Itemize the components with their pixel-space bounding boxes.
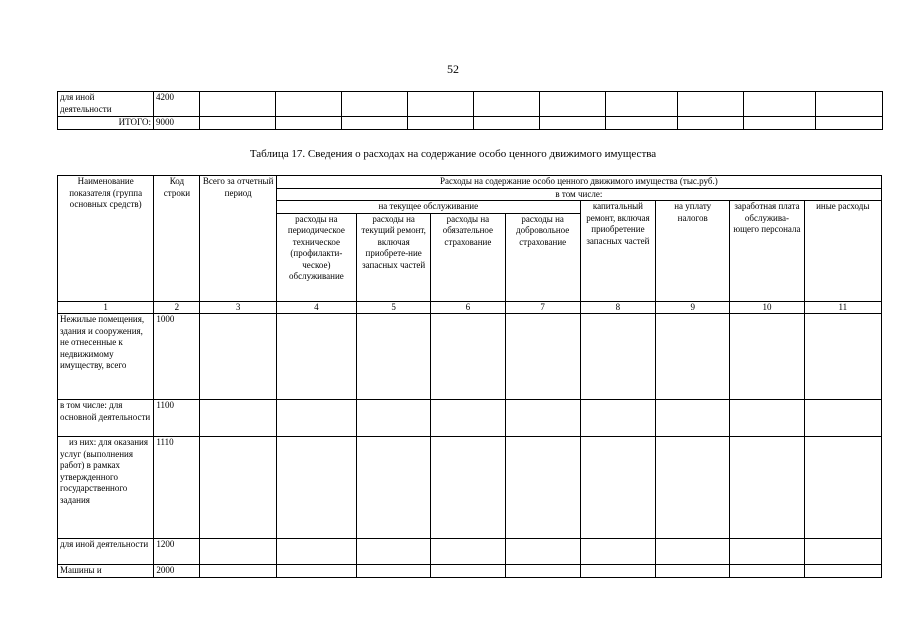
previous-table-tail bbox=[57, 91, 883, 130]
cell bbox=[431, 565, 505, 578]
cell bbox=[276, 92, 342, 117]
cell bbox=[656, 400, 730, 437]
header-name: Наименование показателя (группа основных средств) bbox=[58, 176, 154, 302]
header-expenses: Расходы на содержание особо ценного движимого имущества (тыс.руб.) bbox=[276, 176, 881, 189]
cell bbox=[678, 117, 744, 130]
cell bbox=[357, 437, 431, 539]
cell bbox=[474, 117, 540, 130]
page-number: 52 bbox=[447, 62, 459, 76]
cell bbox=[804, 314, 881, 400]
cell bbox=[200, 539, 276, 565]
cell bbox=[276, 437, 356, 539]
cell bbox=[816, 92, 883, 117]
col-number: 9 bbox=[656, 301, 730, 314]
table-row bbox=[58, 314, 882, 400]
header-row-1 bbox=[58, 176, 882, 189]
cell bbox=[730, 437, 804, 539]
cell bbox=[730, 565, 804, 578]
row-code: 4200 bbox=[154, 92, 200, 117]
col-number: 8 bbox=[580, 301, 655, 314]
row-label: из них: для оказания услуг (выполнения работ) в рамках утвержденного государственного задания bbox=[58, 437, 154, 539]
cell bbox=[580, 400, 655, 437]
cell bbox=[744, 92, 816, 117]
header-current: на текущее обслуживание bbox=[276, 201, 580, 214]
cell bbox=[505, 565, 580, 578]
col-number: 7 bbox=[505, 301, 580, 314]
header-col-5: расходы на текущий ремонт, включая приобрете-ние запасных частей bbox=[357, 213, 431, 301]
cell bbox=[200, 400, 276, 437]
col-number: 4 bbox=[276, 301, 356, 314]
header-col-6: расходы на обязательное страхование bbox=[431, 213, 505, 301]
header-col-11: иные расходы bbox=[804, 201, 881, 302]
col-number: 2 bbox=[154, 301, 200, 314]
row-label: в том числе: для основной деятельности bbox=[58, 400, 154, 437]
table-row bbox=[58, 437, 882, 539]
row-code: 2000 bbox=[154, 565, 200, 578]
col-number: 6 bbox=[431, 301, 505, 314]
cell bbox=[357, 565, 431, 578]
column-number-row bbox=[58, 301, 882, 314]
col-number: 5 bbox=[357, 301, 431, 314]
header-col-9: на уплату налогов bbox=[656, 201, 730, 302]
cell bbox=[730, 400, 804, 437]
cell bbox=[276, 539, 356, 565]
cell bbox=[505, 539, 580, 565]
cell bbox=[505, 437, 580, 539]
cell bbox=[606, 117, 678, 130]
row-label: для иной деятельности bbox=[58, 92, 154, 117]
row-label: ИТОГО: bbox=[58, 117, 154, 130]
table-row bbox=[58, 400, 882, 437]
cell bbox=[408, 117, 474, 130]
cell bbox=[408, 92, 474, 117]
cell bbox=[342, 92, 408, 117]
cell bbox=[804, 539, 881, 565]
cell bbox=[580, 539, 655, 565]
cell bbox=[276, 565, 356, 578]
row-code: 1110 bbox=[154, 437, 200, 539]
cell bbox=[540, 92, 606, 117]
cell bbox=[580, 314, 655, 400]
cell bbox=[606, 92, 678, 117]
cell bbox=[580, 565, 655, 578]
header-col-7: расходы на добровольное страхование bbox=[505, 213, 580, 301]
table-row bbox=[58, 117, 883, 130]
table-row bbox=[58, 565, 882, 578]
cell bbox=[580, 437, 655, 539]
table-row bbox=[58, 539, 882, 565]
cell bbox=[431, 539, 505, 565]
cell bbox=[357, 400, 431, 437]
cell bbox=[431, 400, 505, 437]
cell bbox=[200, 92, 276, 117]
col-number: 10 bbox=[730, 301, 804, 314]
cell bbox=[656, 314, 730, 400]
cell bbox=[200, 565, 276, 578]
header-code: Код строки bbox=[154, 176, 200, 302]
cell bbox=[730, 314, 804, 400]
cell bbox=[678, 92, 744, 117]
cell bbox=[474, 92, 540, 117]
row-label: Нежилые помещения, здания и сооружения, не отнесенные к недвижимому имуществу, всего bbox=[58, 314, 154, 400]
header-col-10: заработная плата обслужива-ющего персонала bbox=[730, 201, 804, 302]
cell bbox=[505, 314, 580, 400]
cell bbox=[540, 117, 606, 130]
cell bbox=[357, 314, 431, 400]
cell bbox=[200, 437, 276, 539]
cell bbox=[357, 539, 431, 565]
expenses-table bbox=[57, 175, 882, 578]
cell bbox=[342, 117, 408, 130]
row-code: 9000 bbox=[154, 117, 200, 130]
cell bbox=[276, 400, 356, 437]
row-label: Машины и bbox=[58, 565, 154, 578]
cell bbox=[431, 314, 505, 400]
col-number: 3 bbox=[200, 301, 276, 314]
row-code: 1100 bbox=[154, 400, 200, 437]
row-code: 1000 bbox=[154, 314, 200, 400]
cell bbox=[505, 400, 580, 437]
cell bbox=[804, 437, 881, 539]
cell bbox=[804, 400, 881, 437]
header-col-8: капитальный ремонт, включая приобретение запасных частей bbox=[580, 201, 655, 302]
cell bbox=[816, 117, 883, 130]
cell bbox=[804, 565, 881, 578]
cell bbox=[431, 437, 505, 539]
cell bbox=[200, 117, 276, 130]
cell bbox=[656, 565, 730, 578]
header-col-4: расходы на периодическое техническое (профилакти-ческое) обслуживание bbox=[276, 213, 356, 301]
cell bbox=[656, 437, 730, 539]
table-row bbox=[58, 92, 883, 117]
cell bbox=[744, 117, 816, 130]
row-label: для иной деятельности bbox=[58, 539, 154, 565]
cell bbox=[276, 314, 356, 400]
table-title: Таблица 17. Сведения о расходах на содержание особо ценного движимого имущества bbox=[249, 148, 657, 160]
cell bbox=[276, 117, 342, 130]
cell bbox=[730, 539, 804, 565]
col-number: 1 bbox=[58, 301, 154, 314]
cell bbox=[656, 539, 730, 565]
cell bbox=[200, 314, 276, 400]
row-code: 1200 bbox=[154, 539, 200, 565]
header-total: Всего за отчетный период bbox=[200, 176, 276, 302]
col-number: 11 bbox=[804, 301, 881, 314]
header-including: в том числе: bbox=[276, 188, 881, 201]
